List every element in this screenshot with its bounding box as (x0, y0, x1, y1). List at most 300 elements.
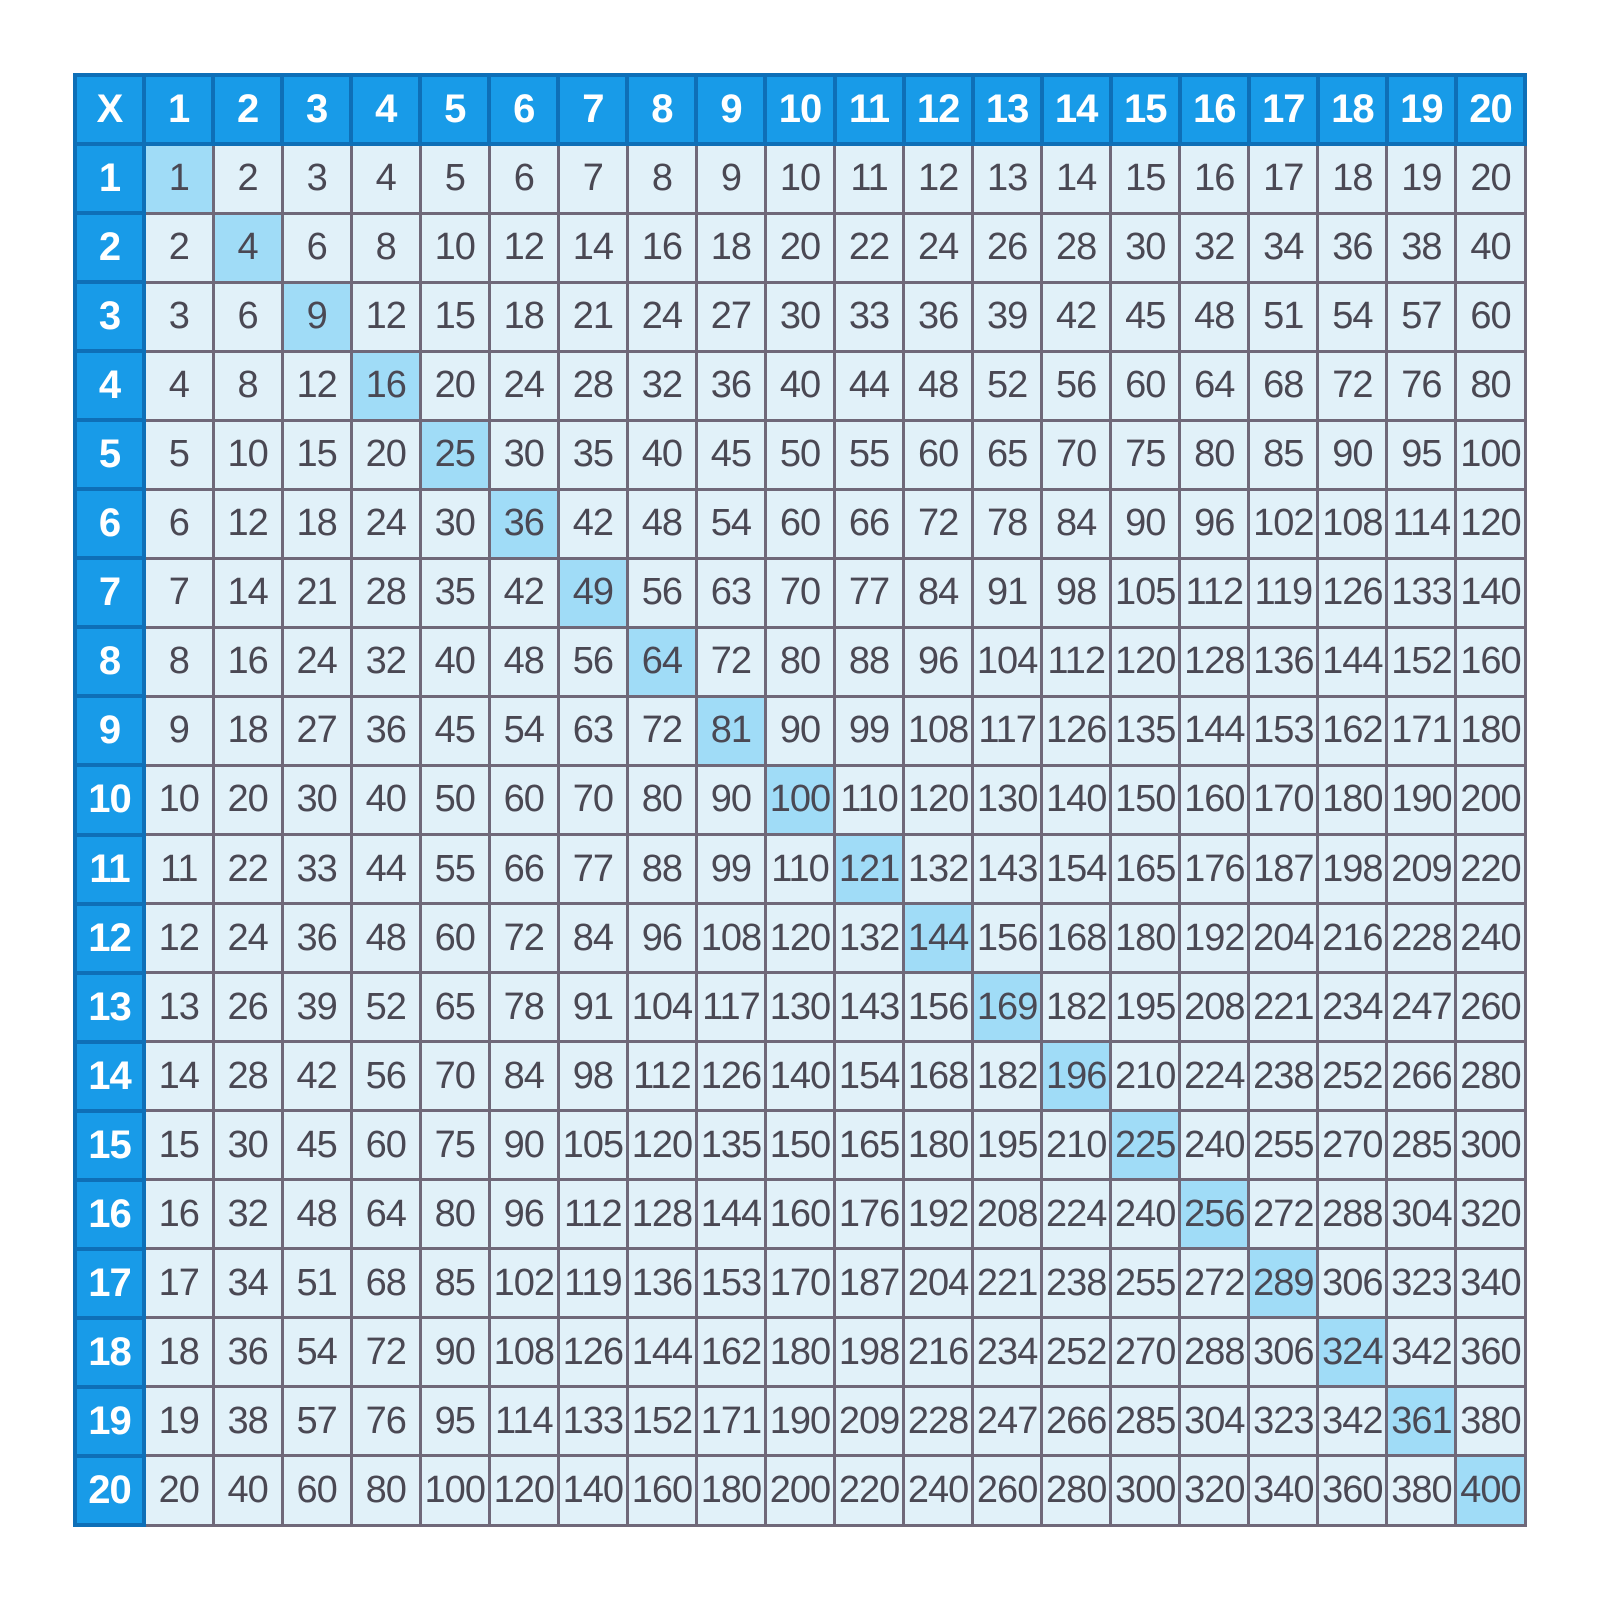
product-cell: 57 (282, 1387, 351, 1456)
product-cell: 88 (835, 627, 904, 696)
product-cell: 6 (282, 213, 351, 282)
product-cell: 11 (144, 835, 213, 904)
product-cell: 247 (1387, 973, 1456, 1042)
product-cell: 80 (627, 765, 696, 834)
product-cell: 208 (973, 1180, 1042, 1249)
product-cell: 50 (765, 420, 834, 489)
product-cell: 170 (765, 1249, 834, 1318)
product-cell: 18 (696, 213, 765, 282)
product-cell: 36 (696, 351, 765, 420)
product-cell: 40 (351, 765, 420, 834)
product-cell: 110 (765, 835, 834, 904)
square-product-cell: 121 (835, 835, 904, 904)
column-header-cell: 10 (765, 75, 834, 144)
product-cell: 33 (835, 282, 904, 351)
product-cell: 120 (627, 1111, 696, 1180)
product-cell: 140 (1042, 765, 1111, 834)
product-cell: 80 (1456, 351, 1525, 420)
product-cell: 42 (1042, 282, 1111, 351)
multiplication-chart (73, 73, 1527, 1527)
product-cell: 190 (765, 1387, 834, 1456)
product-cell: 13 (973, 144, 1042, 213)
product-cell: 320 (1456, 1180, 1525, 1249)
product-cell: 72 (904, 489, 973, 558)
square-product-cell: 169 (973, 973, 1042, 1042)
product-cell: 247 (973, 1387, 1042, 1456)
table-row (75, 420, 1525, 489)
product-cell: 63 (696, 558, 765, 627)
square-product-cell: 49 (558, 558, 627, 627)
product-cell: 40 (1456, 213, 1525, 282)
product-cell: 66 (835, 489, 904, 558)
product-cell: 16 (213, 627, 282, 696)
product-cell: 285 (1387, 1111, 1456, 1180)
product-cell: 98 (1042, 558, 1111, 627)
table-row (75, 904, 1525, 973)
product-cell: 224 (1042, 1180, 1111, 1249)
square-product-cell: 324 (1318, 1318, 1387, 1387)
product-cell: 3 (144, 282, 213, 351)
product-cell: 22 (835, 213, 904, 282)
product-cell: 210 (1042, 1111, 1111, 1180)
product-cell: 210 (1111, 1042, 1180, 1111)
column-header-cell: 2 (213, 75, 282, 144)
product-cell: 176 (835, 1180, 904, 1249)
product-cell: 209 (1387, 835, 1456, 904)
product-cell: 2 (144, 213, 213, 282)
product-cell: 119 (1249, 558, 1318, 627)
product-cell: 54 (489, 696, 558, 765)
product-cell: 10 (144, 765, 213, 834)
square-product-cell: 400 (1456, 1456, 1525, 1525)
product-cell: 234 (973, 1318, 1042, 1387)
product-cell: 72 (696, 627, 765, 696)
product-cell: 300 (1456, 1111, 1525, 1180)
column-header-cell: 16 (1180, 75, 1249, 144)
product-cell: 36 (282, 904, 351, 973)
product-cell: 40 (765, 351, 834, 420)
product-cell: 117 (973, 696, 1042, 765)
header-row (75, 75, 1525, 144)
column-header-cell: 15 (1111, 75, 1180, 144)
product-cell: 20 (420, 351, 489, 420)
product-cell: 304 (1180, 1387, 1249, 1456)
product-cell: 272 (1249, 1180, 1318, 1249)
column-header-cell: 19 (1387, 75, 1456, 144)
product-cell: 51 (282, 1249, 351, 1318)
product-cell: 19 (1387, 144, 1456, 213)
product-cell: 9 (144, 696, 213, 765)
product-cell: 76 (1387, 351, 1456, 420)
product-cell: 144 (696, 1180, 765, 1249)
product-cell: 136 (627, 1249, 696, 1318)
product-cell: 252 (1042, 1318, 1111, 1387)
product-cell: 48 (282, 1180, 351, 1249)
product-cell: 266 (1387, 1042, 1456, 1111)
product-cell: 168 (1042, 904, 1111, 973)
product-cell: 48 (627, 489, 696, 558)
product-cell: 228 (904, 1387, 973, 1456)
row-header-cell: 6 (75, 489, 144, 558)
product-cell: 60 (282, 1456, 351, 1525)
product-cell: 64 (1180, 351, 1249, 420)
product-cell: 35 (420, 558, 489, 627)
product-cell: 152 (1387, 627, 1456, 696)
table-row (75, 1111, 1525, 1180)
product-cell: 168 (904, 1042, 973, 1111)
product-cell: 14 (213, 558, 282, 627)
product-cell: 112 (1180, 558, 1249, 627)
column-header-cell: 1 (144, 75, 213, 144)
product-cell: 255 (1249, 1111, 1318, 1180)
product-cell: 108 (904, 696, 973, 765)
product-cell: 16 (1180, 144, 1249, 213)
product-cell: 96 (904, 627, 973, 696)
product-cell: 56 (627, 558, 696, 627)
product-cell: 35 (558, 420, 627, 489)
product-cell: 90 (765, 696, 834, 765)
square-product-cell: 144 (904, 904, 973, 973)
product-cell: 98 (558, 1042, 627, 1111)
square-product-cell: 9 (282, 282, 351, 351)
product-cell: 126 (696, 1042, 765, 1111)
product-cell: 76 (351, 1387, 420, 1456)
product-cell: 102 (1249, 489, 1318, 558)
product-cell: 114 (1387, 489, 1456, 558)
column-header-cell: 11 (835, 75, 904, 144)
column-header-cell: 17 (1249, 75, 1318, 144)
product-cell: 102 (489, 1249, 558, 1318)
product-cell: 2 (213, 144, 282, 213)
product-cell: 99 (696, 835, 765, 904)
product-cell: 12 (144, 904, 213, 973)
product-cell: 8 (144, 627, 213, 696)
product-cell: 26 (213, 973, 282, 1042)
product-cell: 187 (1249, 835, 1318, 904)
product-cell: 6 (213, 282, 282, 351)
table-row (75, 835, 1525, 904)
product-cell: 45 (1111, 282, 1180, 351)
column-header-cell: 6 (489, 75, 558, 144)
product-cell: 360 (1318, 1456, 1387, 1525)
product-cell: 20 (144, 1456, 213, 1525)
product-cell: 21 (558, 282, 627, 351)
square-product-cell: 81 (696, 696, 765, 765)
product-cell: 220 (1456, 835, 1525, 904)
product-cell: 90 (696, 765, 765, 834)
product-cell: 18 (1318, 144, 1387, 213)
product-cell: 238 (1249, 1042, 1318, 1111)
row-header-cell: 13 (75, 973, 144, 1042)
product-cell: 228 (1387, 904, 1456, 973)
product-cell: 7 (558, 144, 627, 213)
product-cell: 104 (973, 627, 1042, 696)
product-cell: 75 (420, 1111, 489, 1180)
row-header-cell: 20 (75, 1456, 144, 1525)
product-cell: 28 (213, 1042, 282, 1111)
square-product-cell: 196 (1042, 1042, 1111, 1111)
product-cell: 18 (282, 489, 351, 558)
product-cell: 120 (1111, 627, 1180, 696)
product-cell: 18 (213, 696, 282, 765)
product-cell: 24 (213, 904, 282, 973)
product-cell: 30 (489, 420, 558, 489)
product-cell: 12 (489, 213, 558, 282)
product-cell: 288 (1318, 1180, 1387, 1249)
product-cell: 156 (973, 904, 1042, 973)
product-cell: 15 (282, 420, 351, 489)
product-cell: 252 (1318, 1042, 1387, 1111)
square-product-cell: 64 (627, 627, 696, 696)
column-header-cell: 18 (1318, 75, 1387, 144)
product-cell: 17 (144, 1249, 213, 1318)
product-cell: 140 (765, 1042, 834, 1111)
product-cell: 36 (213, 1318, 282, 1387)
product-cell: 128 (1180, 627, 1249, 696)
product-cell: 15 (1111, 144, 1180, 213)
product-cell: 195 (1111, 973, 1180, 1042)
table-row (75, 489, 1525, 558)
product-cell: 12 (213, 489, 282, 558)
product-cell: 24 (904, 213, 973, 282)
product-cell: 112 (1042, 627, 1111, 696)
product-cell: 100 (1456, 420, 1525, 489)
product-cell: 24 (489, 351, 558, 420)
square-product-cell: 36 (489, 489, 558, 558)
product-cell: 15 (420, 282, 489, 351)
product-cell: 70 (765, 558, 834, 627)
square-product-cell: 25 (420, 420, 489, 489)
product-cell: 6 (489, 144, 558, 213)
product-cell: 105 (558, 1111, 627, 1180)
product-cell: 221 (1249, 973, 1318, 1042)
product-cell: 260 (1456, 973, 1525, 1042)
product-cell: 160 (1180, 765, 1249, 834)
product-cell: 153 (1249, 696, 1318, 765)
product-cell: 120 (904, 765, 973, 834)
product-cell: 50 (420, 765, 489, 834)
product-cell: 19 (144, 1387, 213, 1456)
product-cell: 10 (213, 420, 282, 489)
product-cell: 21 (282, 558, 351, 627)
row-header-cell: 19 (75, 1387, 144, 1456)
product-cell: 90 (489, 1111, 558, 1180)
product-cell: 77 (835, 558, 904, 627)
product-cell: 91 (973, 558, 1042, 627)
product-cell: 360 (1456, 1318, 1525, 1387)
product-cell: 96 (627, 904, 696, 973)
row-header-cell: 2 (75, 213, 144, 282)
product-cell: 150 (1111, 765, 1180, 834)
table-row (75, 1318, 1525, 1387)
column-header-cell: 20 (1456, 75, 1525, 144)
product-cell: 192 (904, 1180, 973, 1249)
product-cell: 182 (1042, 973, 1111, 1042)
product-cell: 180 (765, 1318, 834, 1387)
product-cell: 14 (1042, 144, 1111, 213)
product-cell: 85 (420, 1249, 489, 1318)
product-cell: 55 (835, 420, 904, 489)
product-cell: 380 (1456, 1387, 1525, 1456)
table-row (75, 1249, 1525, 1318)
product-cell: 30 (213, 1111, 282, 1180)
product-cell: 204 (1249, 904, 1318, 973)
product-cell: 28 (558, 351, 627, 420)
product-cell: 70 (420, 1042, 489, 1111)
square-product-cell: 256 (1180, 1180, 1249, 1249)
product-cell: 270 (1111, 1318, 1180, 1387)
product-cell: 285 (1111, 1387, 1180, 1456)
column-header-cell: 8 (627, 75, 696, 144)
product-cell: 209 (835, 1387, 904, 1456)
row-header-cell: 7 (75, 558, 144, 627)
product-cell: 140 (1456, 558, 1525, 627)
product-cell: 24 (351, 489, 420, 558)
product-cell: 84 (904, 558, 973, 627)
product-cell: 95 (1387, 420, 1456, 489)
product-cell: 70 (1042, 420, 1111, 489)
product-cell: 24 (282, 627, 351, 696)
product-cell: 154 (835, 1042, 904, 1111)
product-cell: 14 (144, 1042, 213, 1111)
product-cell: 176 (1180, 835, 1249, 904)
product-cell: 8 (351, 213, 420, 282)
product-cell: 20 (213, 765, 282, 834)
product-cell: 40 (213, 1456, 282, 1525)
product-cell: 240 (1180, 1111, 1249, 1180)
product-cell: 112 (558, 1180, 627, 1249)
product-cell: 240 (1111, 1180, 1180, 1249)
product-cell: 160 (1456, 627, 1525, 696)
product-cell: 60 (765, 489, 834, 558)
product-cell: 18 (489, 282, 558, 351)
product-cell: 266 (1042, 1387, 1111, 1456)
row-header-cell: 17 (75, 1249, 144, 1318)
product-cell: 224 (1180, 1042, 1249, 1111)
product-cell: 120 (765, 904, 834, 973)
product-cell: 44 (351, 835, 420, 904)
column-header-cell: 13 (973, 75, 1042, 144)
product-cell: 165 (835, 1111, 904, 1180)
product-cell: 99 (835, 696, 904, 765)
product-cell: 156 (904, 973, 973, 1042)
product-cell: 84 (1042, 489, 1111, 558)
product-cell: 340 (1249, 1456, 1318, 1525)
product-cell: 192 (1180, 904, 1249, 973)
product-cell: 180 (1456, 696, 1525, 765)
product-cell: 200 (765, 1456, 834, 1525)
product-cell: 96 (1180, 489, 1249, 558)
product-cell: 45 (696, 420, 765, 489)
product-cell: 55 (420, 835, 489, 904)
row-header-cell: 16 (75, 1180, 144, 1249)
product-cell: 39 (282, 973, 351, 1042)
product-cell: 198 (1318, 835, 1387, 904)
product-cell: 54 (282, 1318, 351, 1387)
product-cell: 204 (904, 1249, 973, 1318)
row-header-cell: 11 (75, 835, 144, 904)
product-cell: 72 (351, 1318, 420, 1387)
product-cell: 80 (351, 1456, 420, 1525)
product-cell: 52 (973, 351, 1042, 420)
product-cell: 270 (1318, 1111, 1387, 1180)
table-row (75, 973, 1525, 1042)
product-cell: 220 (835, 1456, 904, 1525)
product-cell: 3 (282, 144, 351, 213)
product-cell: 54 (1318, 282, 1387, 351)
product-cell: 160 (627, 1456, 696, 1525)
column-header-cell: 3 (282, 75, 351, 144)
product-cell: 32 (1180, 213, 1249, 282)
table-row (75, 213, 1525, 282)
product-cell: 280 (1456, 1042, 1525, 1111)
product-cell: 126 (1318, 558, 1387, 627)
product-cell: 154 (1042, 835, 1111, 904)
product-cell: 153 (696, 1249, 765, 1318)
column-header-cell: 14 (1042, 75, 1111, 144)
product-cell: 60 (489, 765, 558, 834)
product-cell: 75 (1111, 420, 1180, 489)
product-cell: 180 (1111, 904, 1180, 973)
product-cell: 56 (558, 627, 627, 696)
product-cell: 24 (627, 282, 696, 351)
product-cell: 32 (213, 1180, 282, 1249)
product-cell: 288 (1180, 1318, 1249, 1387)
product-cell: 20 (765, 213, 834, 282)
product-cell: 30 (420, 489, 489, 558)
product-cell: 63 (558, 696, 627, 765)
product-cell: 112 (627, 1042, 696, 1111)
row-header-cell: 3 (75, 282, 144, 351)
product-cell: 90 (1318, 420, 1387, 489)
product-cell: 144 (1180, 696, 1249, 765)
product-cell: 70 (558, 765, 627, 834)
product-cell: 171 (696, 1387, 765, 1456)
product-cell: 130 (973, 765, 1042, 834)
product-cell: 133 (558, 1387, 627, 1456)
product-cell: 182 (973, 1042, 1042, 1111)
product-cell: 42 (489, 558, 558, 627)
product-cell: 234 (1318, 973, 1387, 1042)
column-header-cell: 12 (904, 75, 973, 144)
product-cell: 27 (696, 282, 765, 351)
product-cell: 36 (904, 282, 973, 351)
product-cell: 4 (144, 351, 213, 420)
product-cell: 140 (558, 1456, 627, 1525)
product-cell: 36 (351, 696, 420, 765)
row-header-cell: 4 (75, 351, 144, 420)
product-cell: 68 (351, 1249, 420, 1318)
product-cell: 135 (696, 1111, 765, 1180)
product-cell: 65 (973, 420, 1042, 489)
product-cell: 306 (1318, 1249, 1387, 1318)
product-cell: 40 (420, 627, 489, 696)
product-cell: 34 (213, 1249, 282, 1318)
product-cell: 66 (489, 835, 558, 904)
product-cell: 12 (282, 351, 351, 420)
product-cell: 130 (765, 973, 834, 1042)
product-cell: 8 (627, 144, 696, 213)
square-product-cell: 1 (144, 144, 213, 213)
product-cell: 38 (1387, 213, 1456, 282)
row-header-cell: 12 (75, 904, 144, 973)
column-header-cell: 9 (696, 75, 765, 144)
product-cell: 30 (765, 282, 834, 351)
product-cell: 240 (904, 1456, 973, 1525)
product-cell: 78 (973, 489, 1042, 558)
product-cell: 5 (144, 420, 213, 489)
product-cell: 36 (1318, 213, 1387, 282)
